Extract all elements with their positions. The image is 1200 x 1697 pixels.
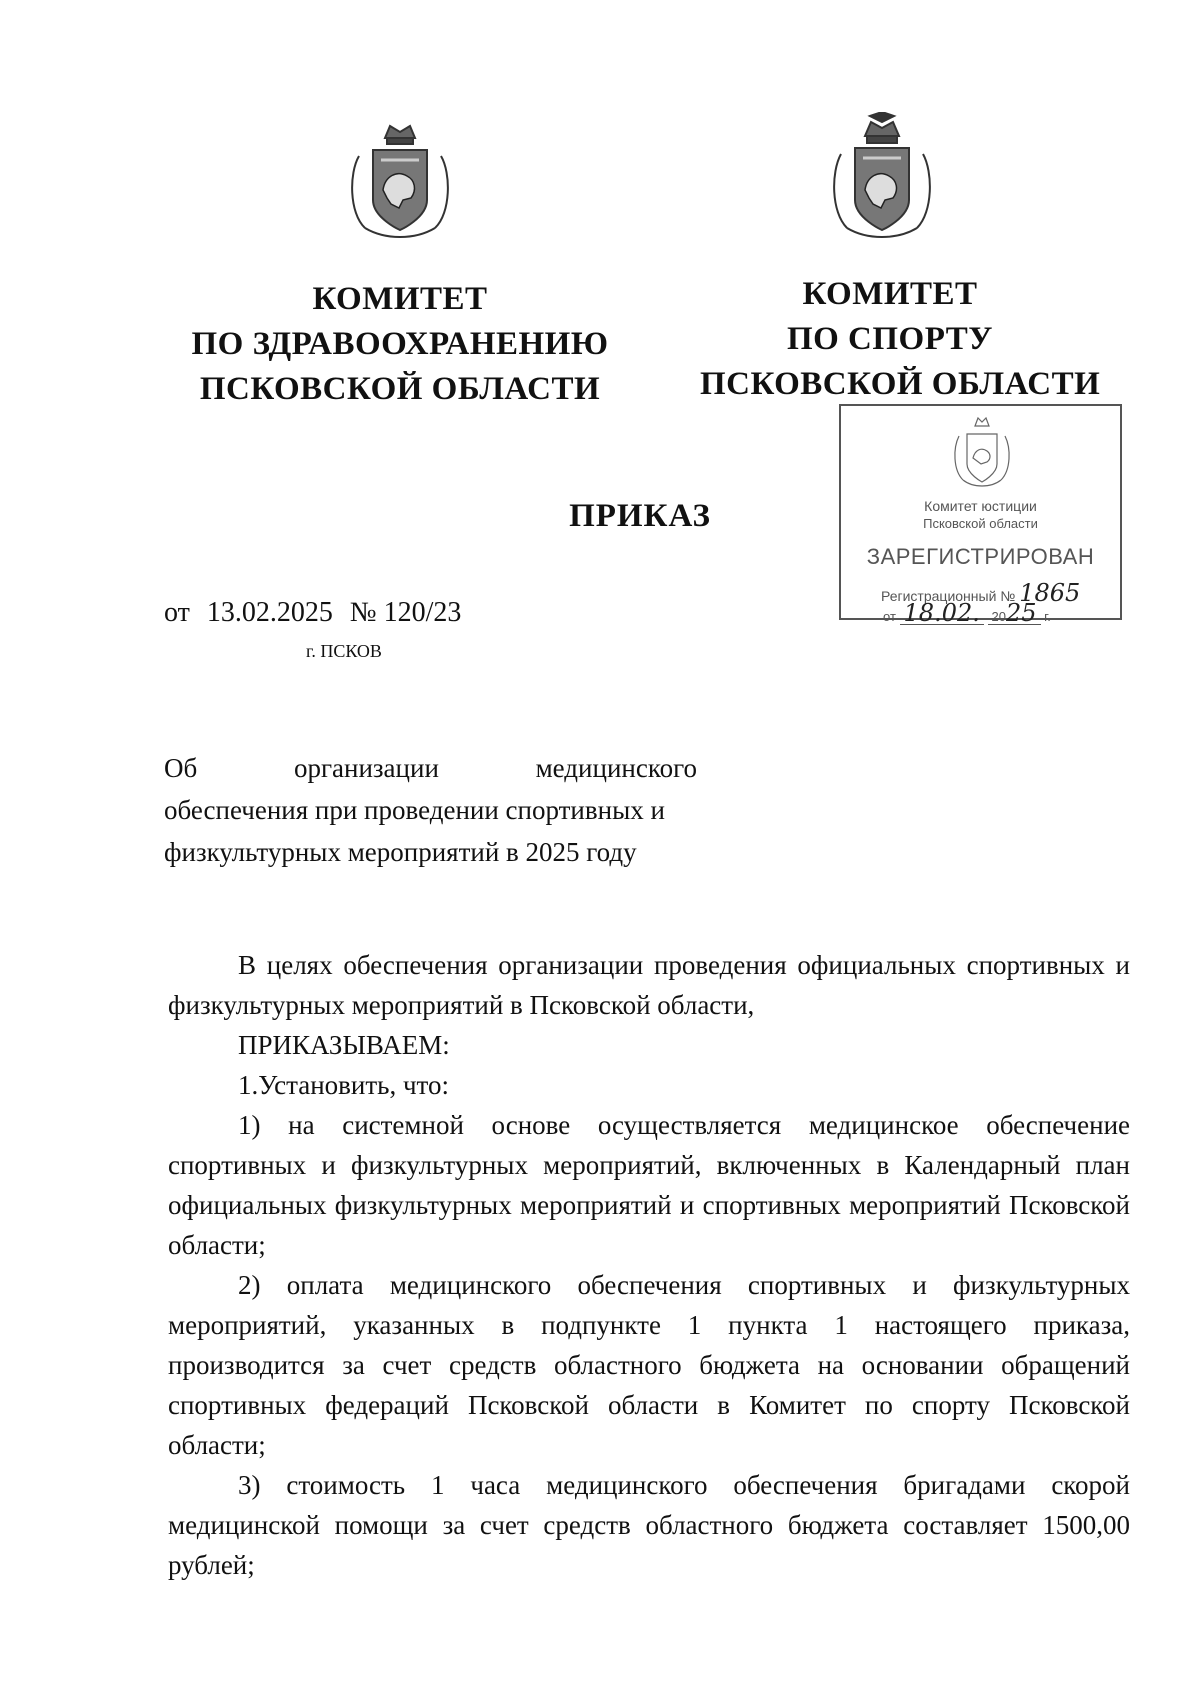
subject-word: организации: [293, 753, 439, 783]
subject-rest: обеспечения при проведении спортивных и физкультурных мероприятий в 2025 году: [164, 795, 665, 867]
document-date-line: [164, 597, 471, 629]
body-paragraph: 3) стоимость 1 часа медицинского обеспечения бригадами скорой медицинской помощи за счет средств областного бюджета составляет 1500,00 рублей;: [168, 1470, 1130, 1580]
right-organization-name: [700, 272, 1101, 407]
stamp-date-suffix: г.: [1044, 609, 1051, 624]
document-date: 13.02.2025: [206, 597, 333, 628]
stamp-date: [883, 599, 1051, 627]
subject-word: медицинского: [535, 753, 697, 783]
right-org-line: ПО СПОРТУ: [786, 321, 994, 357]
body-paragraph: 1) на системной основе осуществляется медицинское обеспечение спортивных и физкультурных мероприятий, включенных в Календарный план официальных физкультурных мероприятий и спортивных мероприятий Псковской области;: [168, 1110, 1130, 1260]
stamp-coat-of-arms-icon: [951, 414, 1013, 497]
stamp-year-suffix: 25: [1005, 599, 1037, 627]
stamp-status: ЗАРЕГИСТРИРОВАН: [866, 544, 1095, 569]
stamp-reg-label: Регистрационный №: [881, 588, 1016, 604]
left-org-line: ПО ЗДРАВООХРАНЕНИЮ: [191, 326, 609, 362]
left-org-line: КОМИТЕТ: [312, 281, 488, 317]
document-subject: [164, 747, 697, 873]
left-org-line: ПСКОВСКОЙ ОБЛАСТИ: [199, 371, 601, 407]
document-title: ПРИКАЗ: [569, 498, 711, 534]
left-coat-of-arms-icon: [345, 118, 455, 248]
stamp-line-2: Псковской области: [923, 516, 1038, 531]
left-organization-name: [180, 277, 620, 412]
document-city: г. ПСКОВ: [306, 641, 382, 661]
stamp-line-1: Комитет юстиции: [924, 498, 1037, 514]
body-paragraph: 1.Установить, что:: [238, 1070, 450, 1100]
right-org-line: ПСКОВСКОЙ ОБЛАСТИ: [700, 366, 1101, 402]
body-paragraph: В целях обеспечения организации проведения официальных спортивных и физкультурных мероприятий в Псковской области,: [168, 950, 1130, 1020]
subject-word: Об: [164, 753, 198, 783]
right-org-line: КОМИТЕТ: [802, 276, 978, 312]
stamp-reg-number: 1865: [1019, 579, 1081, 607]
body-order-word: ПРИКАЗЫВАЕМ:: [238, 1030, 450, 1060]
stamp-date-value: 18.02.: [903, 599, 980, 627]
date-prefix: от: [164, 597, 190, 628]
stamp-date-prefix: от: [883, 609, 896, 624]
registration-stamp: [839, 404, 1122, 627]
right-coat-of-arms-icon: [827, 112, 937, 252]
stamp-year-prefix: 20: [991, 609, 1006, 624]
body-paragraph: 2) оплата медицинского обеспечения спортивных и физкультурных мероприятий, указанных в подпункте 1 пункта 1 настоящего приказа, производится за счет средств областного бюджета на основании обращений спортивных федераций Псковской области в Комитет по спорту Псковской области;: [168, 1270, 1130, 1460]
document-body: [168, 945, 1130, 1585]
document-number: № 120/23: [349, 597, 462, 628]
